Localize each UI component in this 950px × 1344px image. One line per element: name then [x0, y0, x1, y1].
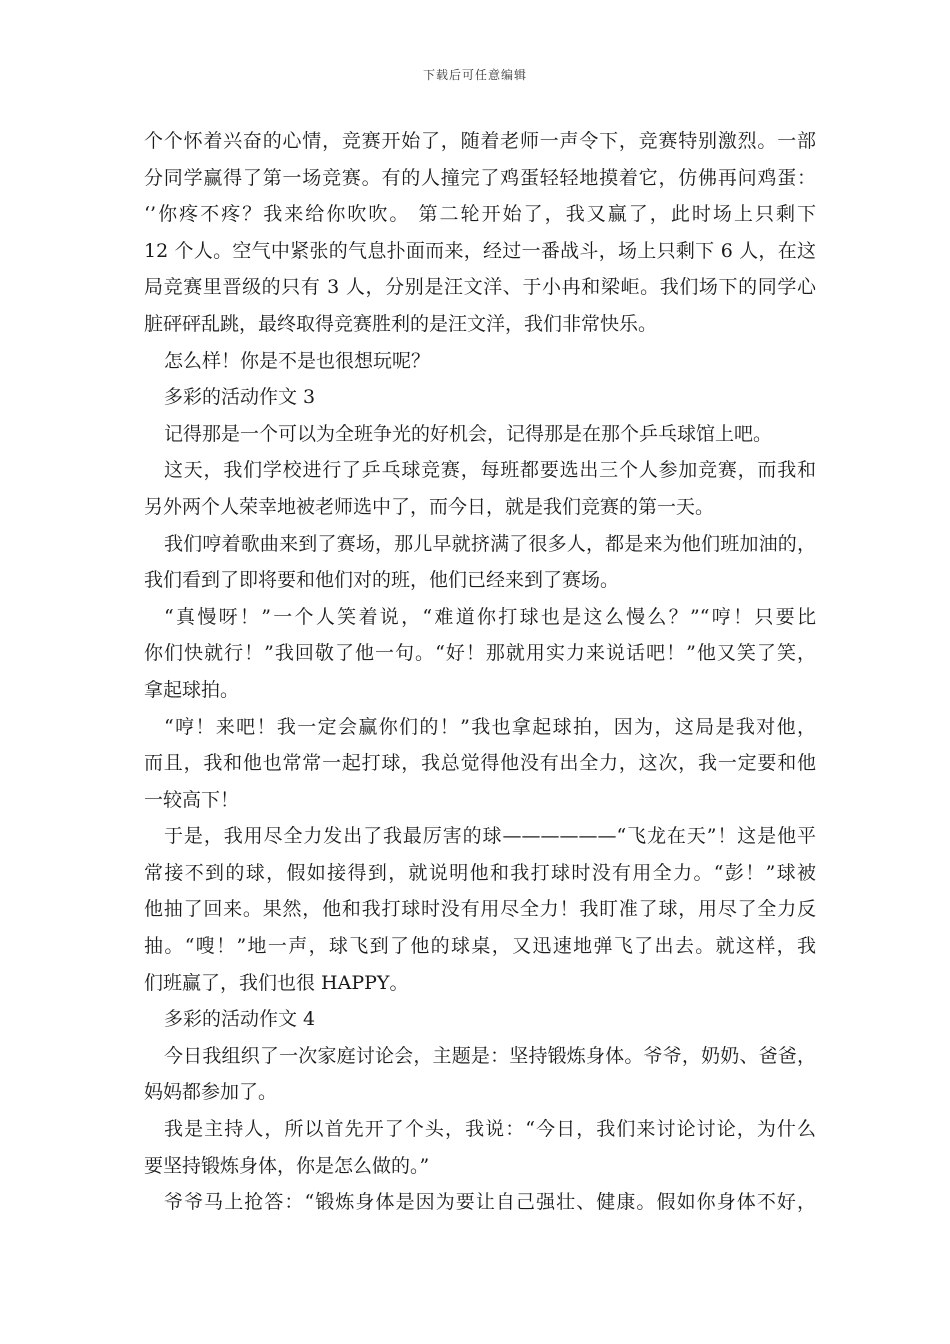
text-line: 怎么样！你是不是也很想玩呢？: [164, 349, 431, 372]
page-header: 下载后可任意编辑: [422, 68, 527, 82]
text-line: 今日我组织了一次家庭讨论会，主题是：坚持锻炼身体。爷爷，奶奶、爸爸，: [164, 1044, 816, 1067]
text-line: 抽。“嗖！”地一声，球飞到了他的球桌，又迅速地弹飞了出去。就这样，我: [144, 935, 816, 958]
text-line: 记得那是一个可以为全班争光的好机会，记得那是在那个乒乓球馆上吧。: [164, 422, 773, 445]
text-line: 分同学赢得了第一场竞赛。有的人撞完了鸡蛋轻轻地摸着它，仿佛再问鸡蛋：: [144, 166, 816, 189]
text-line: 妈妈都参加了。: [144, 1081, 278, 1104]
text-line: 要坚持锻炼身体，你是怎么做的。”: [144, 1154, 430, 1177]
text-line: 这天，我们学校进行了乒乓球竞赛，每班都要选出三个人参加竞赛，而我和: [164, 459, 816, 482]
text-line: 个个怀着兴奋的心情，竞赛开始了，随着老师一声令下，竞赛特别激烈。一部: [144, 130, 816, 152]
text-line: 常接不到的球，假如接得到，就说明他和我打球时没有用全力。“彭！”球被: [144, 861, 816, 884]
text-line: 局竞赛里晋级的只有 3 人，分别是汪文洋、于小冉和梁岠。我们场下的同学心: [144, 276, 816, 299]
text-line: 脏砰砰乱跳，最终取得竞赛胜利的是汪文洋，我们非常快乐。: [144, 312, 658, 335]
text-line: 一较高下！: [144, 788, 240, 811]
text-line: 而且，我和他也常常一起打球，我总觉得他没有出全力，这次，我一定要和他: [144, 752, 816, 775]
text-line: 他抽了回来。果然，他和我打球时没有用尽全力！我盯准了球，用尽了全力反: [144, 898, 816, 921]
text-line: 12 个人。空气中紧张的气息扑面而来，经过一番战斗，场上只剩下 6 人，在这: [144, 239, 816, 262]
text-line: 我是主持人，所以首先开了个头，我说：“今日，我们来讨论讨论，为什么: [164, 1118, 816, 1141]
text-line: 我们看到了即将要和他们对的班，他们已经来到了赛场。: [144, 569, 620, 592]
text-line: 们班赢了，我们也很 HAPPY。: [144, 971, 409, 994]
text-line: ‘’你疼不疼？我来给你吹吹。 第二轮开始了，我又赢了，此时场上只剩下: [144, 203, 816, 226]
text-line: 于是，我用尽全力发出了我最厉害的球——————“飞龙在天”！这是他平: [164, 825, 816, 848]
text-line: 爷爷马上抢答：“锻炼身体是因为要让自己强壮、健康。假如你身体不好，: [164, 1191, 816, 1214]
text-line: “哼！来吧！我一定会赢你们的！”我也拿起球拍，因为，这局是我对他，: [164, 715, 816, 738]
text-line: 多彩的活动作文 4: [164, 1008, 316, 1031]
text-line: 你们快就行！”我回敬了他一句。“好！那就用实力来说话吧！”他又笑了笑，: [144, 642, 816, 665]
text-line: 多彩的活动作文 3: [164, 386, 316, 409]
document-body: [144, 123, 816, 1221]
text-line: 拿起球拍。: [144, 678, 240, 701]
text-line: “真慢呀！”一个人笑着说，“难道你打球也是这么慢么？”“哼！只要比: [164, 605, 816, 628]
text-line: 我们哼着歌曲来到了赛场，那儿早就挤满了很多人，都是来为他们班加油的，: [164, 532, 816, 555]
text-line: 另外两个人荣幸地被老师选中了，而今日，就是我们竞赛的第一天。: [144, 495, 715, 518]
